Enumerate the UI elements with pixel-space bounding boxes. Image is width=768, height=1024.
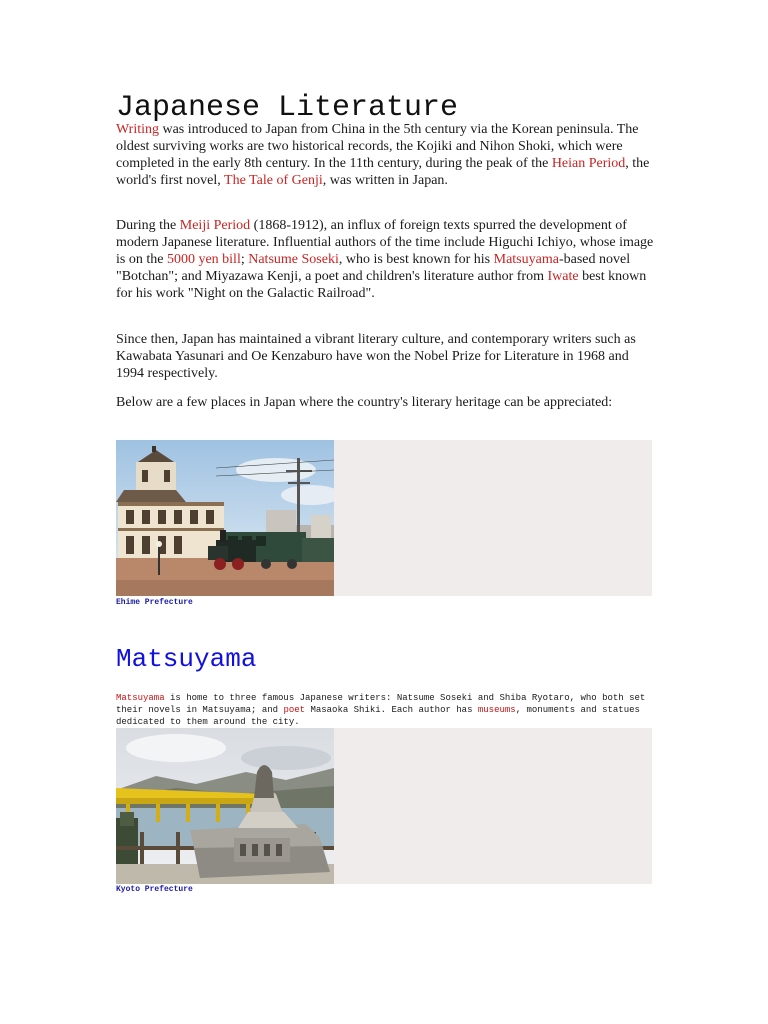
matsuyama-text-1: is home to three famous Japanese writers: Natsume Soseki and Shiba Ryotaro, who both set their novels in Matsuyama; and: [116, 693, 646, 715]
matsuyama-text-link[interactable]: Matsuyama: [116, 693, 165, 703]
para2-text-4: , who is best known for his: [338, 252, 494, 267]
iwate-link[interactable]: Iwate: [547, 269, 579, 284]
matsuyama-paragraph: [116, 692, 656, 728]
ehime-photo-panel: [116, 440, 652, 596]
yen-bill-link[interactable]: 5000 yen bill: [166, 252, 241, 267]
para1-text-2: , the world's first novel,: [116, 156, 650, 188]
intro-paragraph: [116, 121, 656, 189]
para2-text-2: (1868-1912), an influx of foreign texts spurred the development of modern Japanese literature. Influential authors of the time include Higuchi Ichiyo, whose image is on the: [116, 218, 654, 267]
para2-text-5: -based novel "Botchan"; and Miyazawa Kenji, a poet and children's literature author from: [116, 252, 631, 284]
poet-link[interactable]: poet: [283, 705, 306, 715]
para1-text-1: was introduced to Japan from China in the 5th century via the Korean peninsula. The oldest surviving works are two historical records, the Kojiki and Nihon Shoki, which were completed in the early 8th century. In the 11th century, during the peak of the: [116, 122, 639, 171]
kyoto-statue-photo: [116, 728, 334, 884]
kyoto-photo-panel: [116, 728, 652, 884]
page-title: Japanese Literature: [116, 91, 459, 125]
para2-text-6: best known for his work "Night on the Galactic Railroad".: [116, 269, 647, 301]
matsuyama-link[interactable]: Matsuyama: [493, 252, 559, 267]
writing-link[interactable]: Writing: [116, 122, 159, 137]
kyoto-caption: Kyoto Prefecture: [116, 885, 193, 894]
para2-text-1: During the: [116, 218, 180, 233]
ehime-train-station-photo: [116, 440, 334, 596]
matsuyama-text-2: Masaoka Shiki. Each author has: [305, 705, 478, 715]
para1-text-3: , was written in Japan.: [322, 173, 448, 188]
para2-text-3: ;: [240, 252, 249, 267]
meiji-period-link[interactable]: Meiji Period: [179, 218, 251, 233]
matsuyama-heading: Matsuyama: [116, 644, 257, 674]
museums-link[interactable]: museums: [477, 705, 516, 715]
tale-of-genji-link[interactable]: The Tale of Genji: [224, 173, 323, 188]
ehime-caption: Ehime Prefecture: [116, 598, 193, 607]
places-intro-paragraph: Below are a few places in Japan where the country's literary heritage can be appreciated:: [116, 395, 613, 410]
matsuyama-text-3: , monuments and statues dedicated to them around the city.: [116, 705, 640, 727]
meiji-paragraph: [116, 217, 656, 302]
heian-period-link[interactable]: Heian Period: [551, 156, 626, 171]
natsume-soseki-link[interactable]: Natsume Soseki: [248, 252, 339, 267]
contemporary-paragraph: Since then, Japan has maintained a vibrant literary culture, and contemporary writers such as Kawabata Yasunari and Oe Kenzaburo have won the Nobel Prize for Literature in 1968 and 1994 respectively.: [116, 332, 636, 381]
